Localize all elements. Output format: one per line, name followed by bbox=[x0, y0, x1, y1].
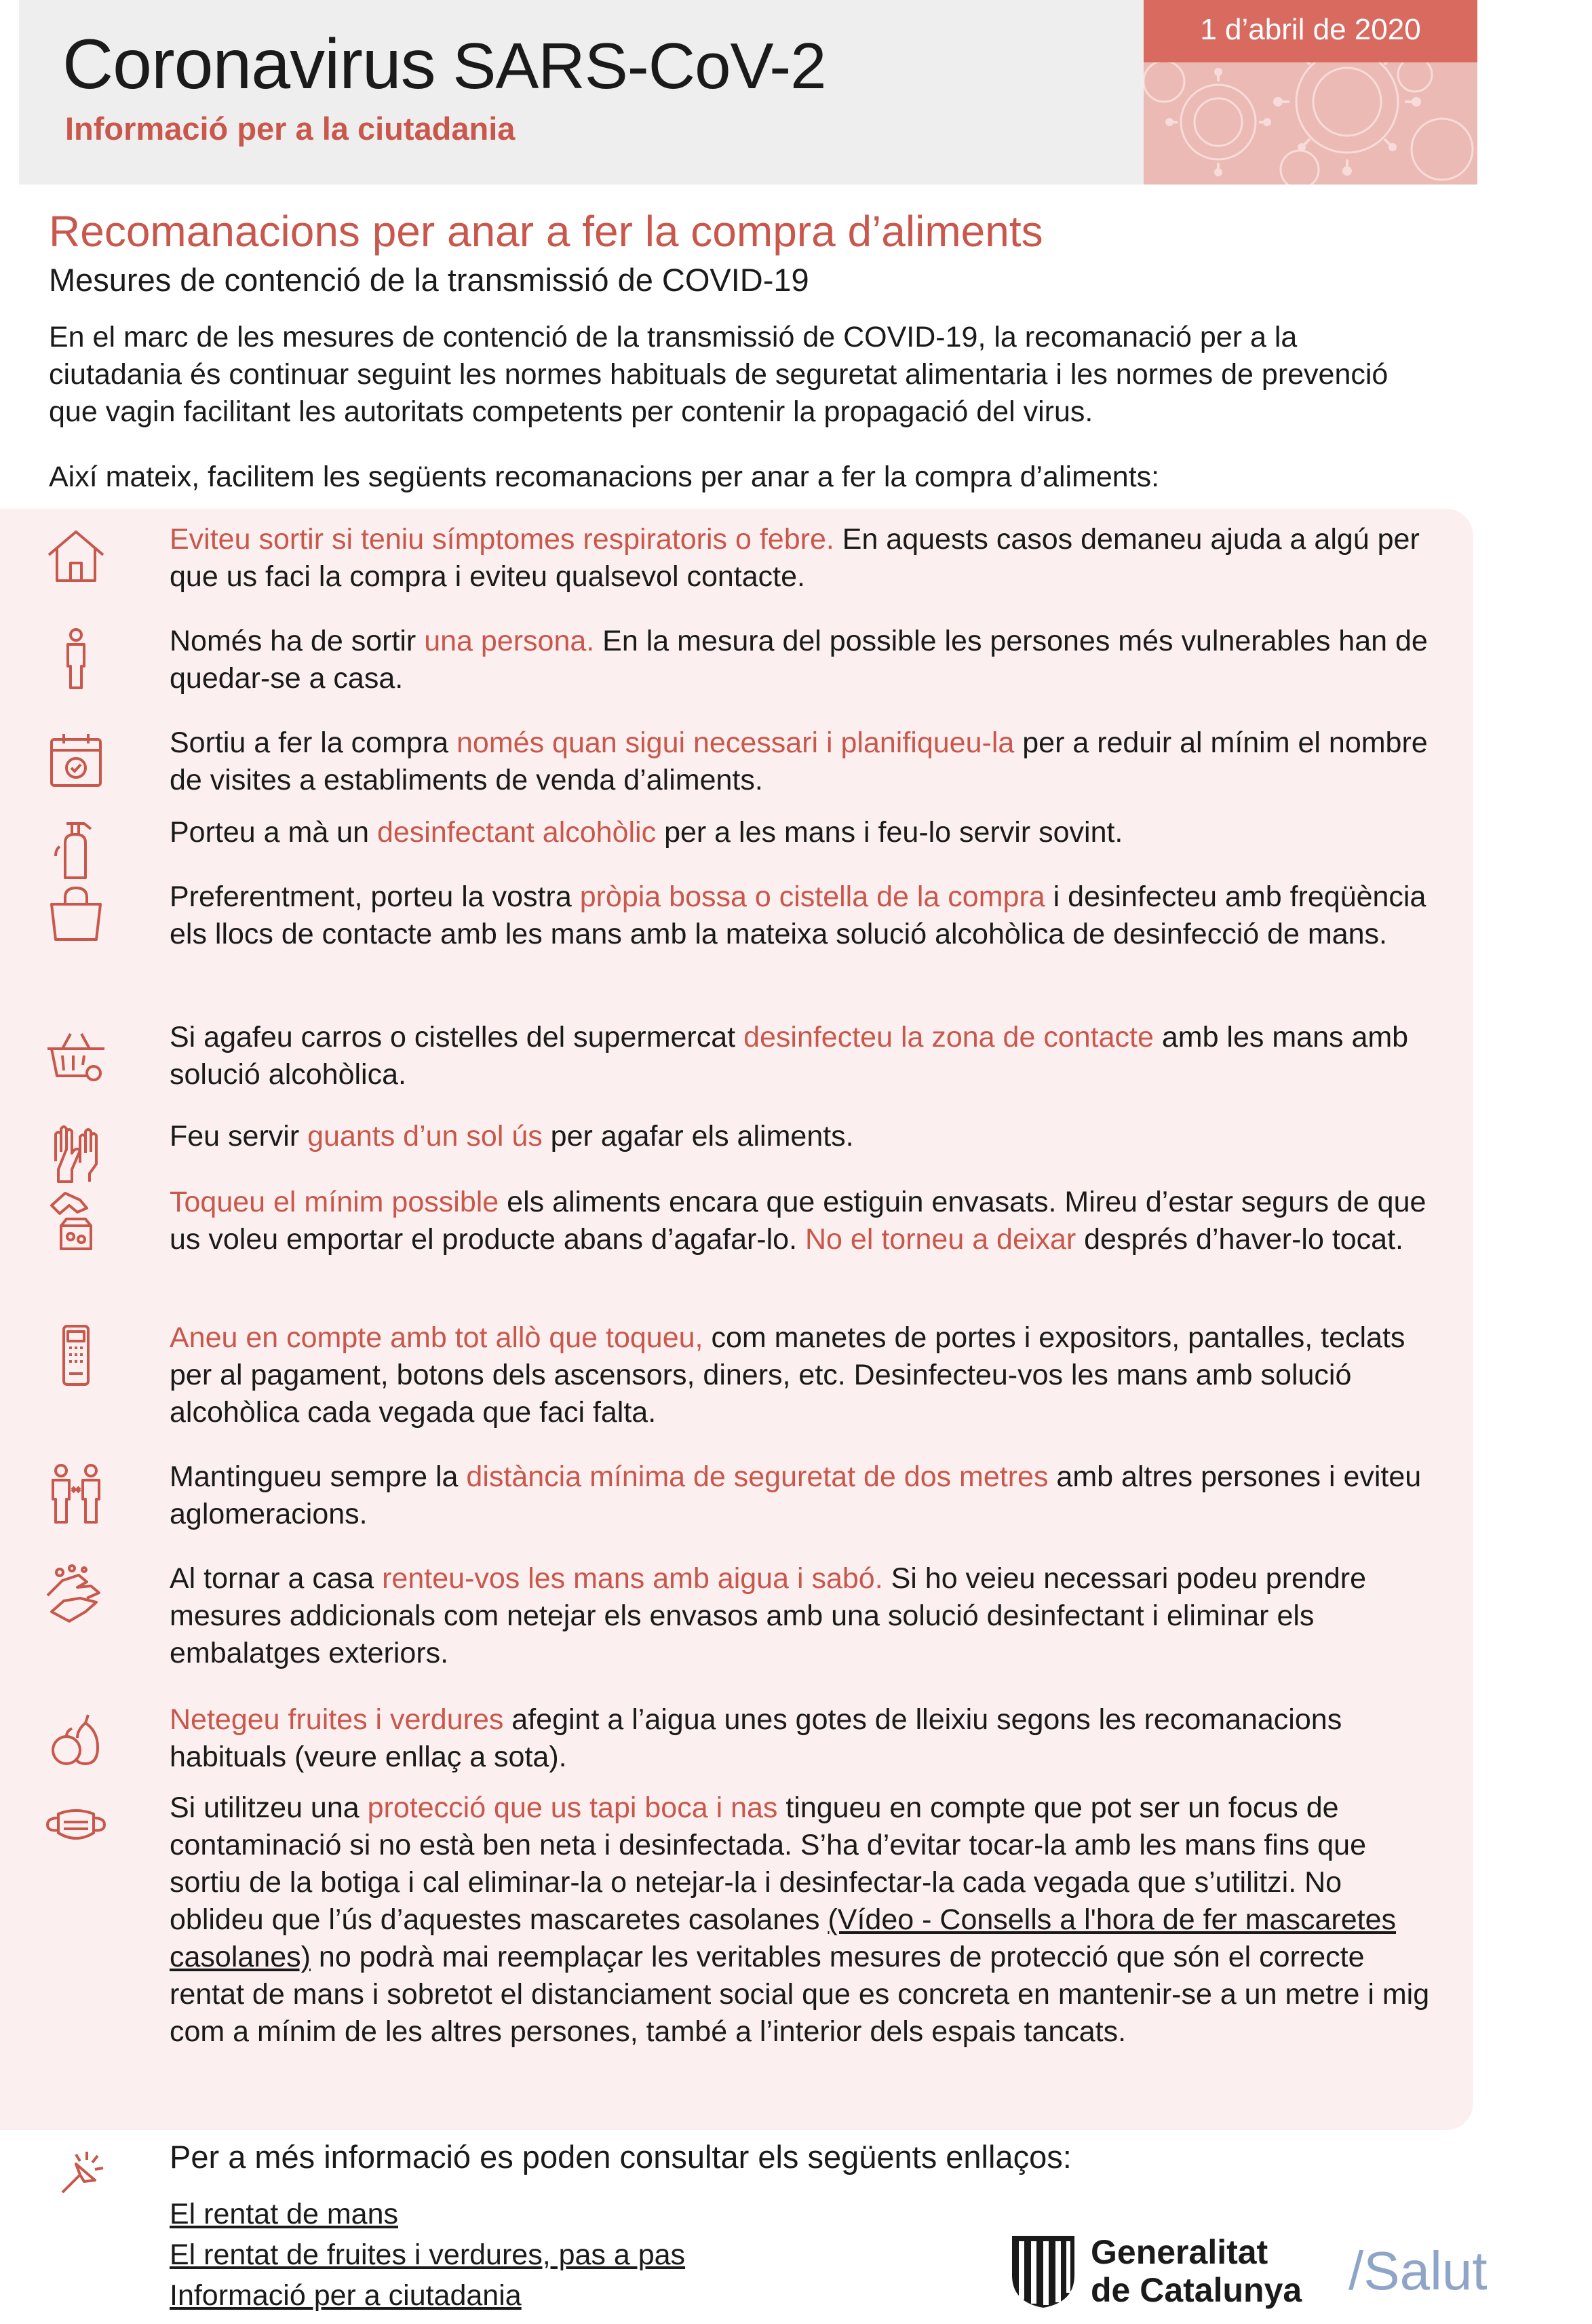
body-text: per agafar els aliments. bbox=[542, 1120, 854, 1153]
body-text: Només ha de sortir bbox=[170, 625, 425, 657]
distance-icon bbox=[42, 1460, 110, 1528]
calendar-icon bbox=[42, 726, 110, 794]
body-text: En la mesura del possible les persones més vulnerables han de quedar-se a casa. bbox=[170, 625, 1428, 695]
basket-icon bbox=[42, 1020, 110, 1088]
tip-text bbox=[170, 1560, 1438, 1672]
page-title: Coronavirus SARS-CoV-2 bbox=[62, 25, 826, 104]
body-text: Si ho veieu necessari podeu prendre mesures addicionals com netejar els envasos amb una solució desinfectant i eliminar els embalatges exteriors. bbox=[170, 1562, 1367, 1669]
salut-wordmark: /Salut bbox=[1348, 2241, 1488, 2301]
highlight-text: guants d’un sol ús bbox=[307, 1120, 543, 1153]
highlight-text: renteu-vos les mans amb aigua i sabó. bbox=[382, 1562, 883, 1595]
tip-text bbox=[170, 724, 1438, 799]
house-icon bbox=[42, 522, 110, 590]
header-subtitle: Informació per a la ciutadania bbox=[65, 111, 516, 147]
tip-text bbox=[170, 1184, 1438, 1258]
section-title: Recomanacions per anar a fer la compra d’aliments bbox=[49, 207, 1043, 256]
date-badge: 1 d’abril de 2020 bbox=[1144, 0, 1477, 62]
link-fruit-washing[interactable]: El rentat de fruites i verdures, pas a pas bbox=[170, 2239, 686, 2271]
click-pointer-icon bbox=[56, 2145, 110, 2199]
highlight-text: protecció que us tapi boca i nas bbox=[367, 1792, 778, 1824]
fruit-icon bbox=[42, 1703, 110, 1770]
body-text: Preferentment, porteu la vostra bbox=[170, 880, 580, 913]
highlight-text: No el torneu a deixar bbox=[805, 1223, 1076, 1256]
more-info-heading: Per a més informació es poden consultar els següents enllaços: bbox=[170, 2139, 1072, 2175]
section-subtitle: Mesures de contenció de la transmissió de COVID-19 bbox=[49, 262, 809, 298]
body-text: no podrà mai reemplaçar les veritables mesures de protecció que són el correcte rentat de mans i sobretot el distanciament social que es concreta en mantenir-se a un metre i mig com a mínim de les altres persones, també a l’interior dels espais tancats. bbox=[170, 1941, 1430, 2048]
tip-text bbox=[170, 1458, 1438, 1533]
tip-text bbox=[170, 1319, 1438, 1431]
body-text: amb les mans amb solució alcohòlica. bbox=[170, 1021, 1409, 1091]
body-text: per a les mans i feu-lo servir sovint. bbox=[656, 816, 1123, 849]
hand-food-icon bbox=[42, 1185, 110, 1253]
handwash-icon bbox=[42, 1562, 110, 1629]
gloves-icon bbox=[42, 1119, 110, 1187]
body-text: després d’haver-lo tocat. bbox=[1076, 1223, 1403, 1256]
header-banner bbox=[19, 0, 1477, 185]
highlight-text: una persona. bbox=[424, 625, 595, 657]
body-text: Si agafeu carros o cistelles del supermercat bbox=[170, 1021, 744, 1053]
mask-icon bbox=[42, 1791, 110, 1859]
body-text: Feu servir bbox=[170, 1120, 308, 1153]
body-text: com manetes de portes i expositors, pantalles, teclats per al pagament, botons dels ascensors, diners, etc. Desinfecteu-vos les mans amb solució alcohòlica cada vegada que faci falta. bbox=[170, 1321, 1405, 1429]
highlight-text: Aneu en compte amb tot allò que toqueu, bbox=[170, 1321, 703, 1354]
highlight-text: desinfecteu la zona de contacte bbox=[743, 1021, 1154, 1053]
body-text: amb altres persones i eviteu aglomeracions. bbox=[170, 1460, 1422, 1530]
highlight-text: Eviteu sortir si teniu símptomes respiratoris o febre. bbox=[170, 523, 834, 556]
body-text: Al tornar a casa bbox=[170, 1562, 383, 1595]
video-link[interactable]: (Vídeo - Consells a l'hora de fer mascaretes casolanes) bbox=[170, 1903, 1397, 1973]
tip-text bbox=[170, 878, 1438, 953]
recommendations-panel bbox=[0, 509, 1473, 2130]
intro-paragraph: En el marc de les mesures de contenció de la transmissió de COVID-19, la recomanació per a la ciutadania és continuar seguint les normes habituals de seguretat alimentaria i les normes de prevenció que vagin facilitant les autoritats competents per contenir la propagació del virus. bbox=[49, 321, 1389, 428]
tip-text bbox=[170, 623, 1438, 697]
body-text: tingueu en compte que pot ser un focus de contaminació si no està ben neta i desinfectada. S’ha d’evitar tocar-la amb les mans fins que sortiu de la botiga i cal eliminar-la o netejar-la i desinfectar-la cada vegada que s’utilitzi. No oblideu que l’ús d’aquestes mascaretes casolanes bbox=[170, 1792, 1366, 1936]
body-text: En aquests casos demaneu ajuda a algú per que us faci la compra i eviteu qualsevol contacte. bbox=[170, 523, 1420, 593]
body-text: afegint a l’aigua unes gotes de lleixiu segons les recomanacions habituals (veure enllaç a sota). bbox=[170, 1703, 1342, 1773]
body-text: Si utilitzeu una bbox=[170, 1792, 368, 1824]
intro-lead-in: Així mateix, facilitem les següents recomanacions per anar a fer la compra d’aliments: bbox=[49, 461, 1160, 493]
highlight-text: Netegeu fruites i verdures bbox=[170, 1703, 504, 1736]
link-handwashing[interactable]: El rentat de mans bbox=[170, 2198, 399, 2230]
highlight-text: Toqueu el mínim possible bbox=[170, 1186, 499, 1218]
highlight-text: desinfectant alcohòlic bbox=[376, 816, 657, 849]
highlight-text: distància mínima de seguretat de dos metres bbox=[466, 1460, 1049, 1493]
body-text: per a reduir al mínim el nombre de visites a establiments de venda d’aliments. bbox=[170, 727, 1428, 796]
tip-text bbox=[170, 1118, 1438, 1155]
body-text: Mantingueu sempre la bbox=[170, 1460, 467, 1493]
generalitat-wordmark: Generalitat de Catalunya bbox=[1091, 2233, 1302, 2309]
payment-terminal-icon bbox=[42, 1321, 110, 1389]
footer-logo bbox=[1009, 2232, 1498, 2313]
body-text: i desinfecteu amb freqüència els llocs de contacte amb les mans amb la mateixa solució alcohòlica de desinfecció de mans. bbox=[170, 880, 1426, 950]
body-text: Porteu a mà un bbox=[170, 816, 377, 849]
tip-text bbox=[170, 814, 1438, 851]
highlight-text: només quan sigui necessari i planifiqueu-la bbox=[457, 727, 1015, 759]
body-text: Sortiu a fer la compra bbox=[170, 727, 457, 759]
link-citizen-info[interactable]: Informació per a ciutadania bbox=[170, 2279, 522, 2312]
more-info-links bbox=[170, 2194, 685, 2316]
sanitizer-icon bbox=[42, 815, 110, 883]
virus-illustration bbox=[1144, 0, 1477, 185]
body-text: els aliments encara que estiguin envasats. Mireu d’estar segurs de que us voleu emportar el producte abans d’agafar-lo. bbox=[170, 1186, 1426, 1256]
person-icon bbox=[42, 624, 110, 692]
tip-text bbox=[170, 1789, 1438, 2051]
generalitat-shield-icon bbox=[1009, 2232, 1077, 2310]
tip-text bbox=[170, 1701, 1438, 1776]
highlight-text: pròpia bossa o cistella de la compra bbox=[579, 880, 1045, 913]
tip-text bbox=[170, 521, 1438, 596]
tip-text bbox=[170, 1019, 1438, 1093]
shopping-bag-icon bbox=[42, 880, 110, 948]
